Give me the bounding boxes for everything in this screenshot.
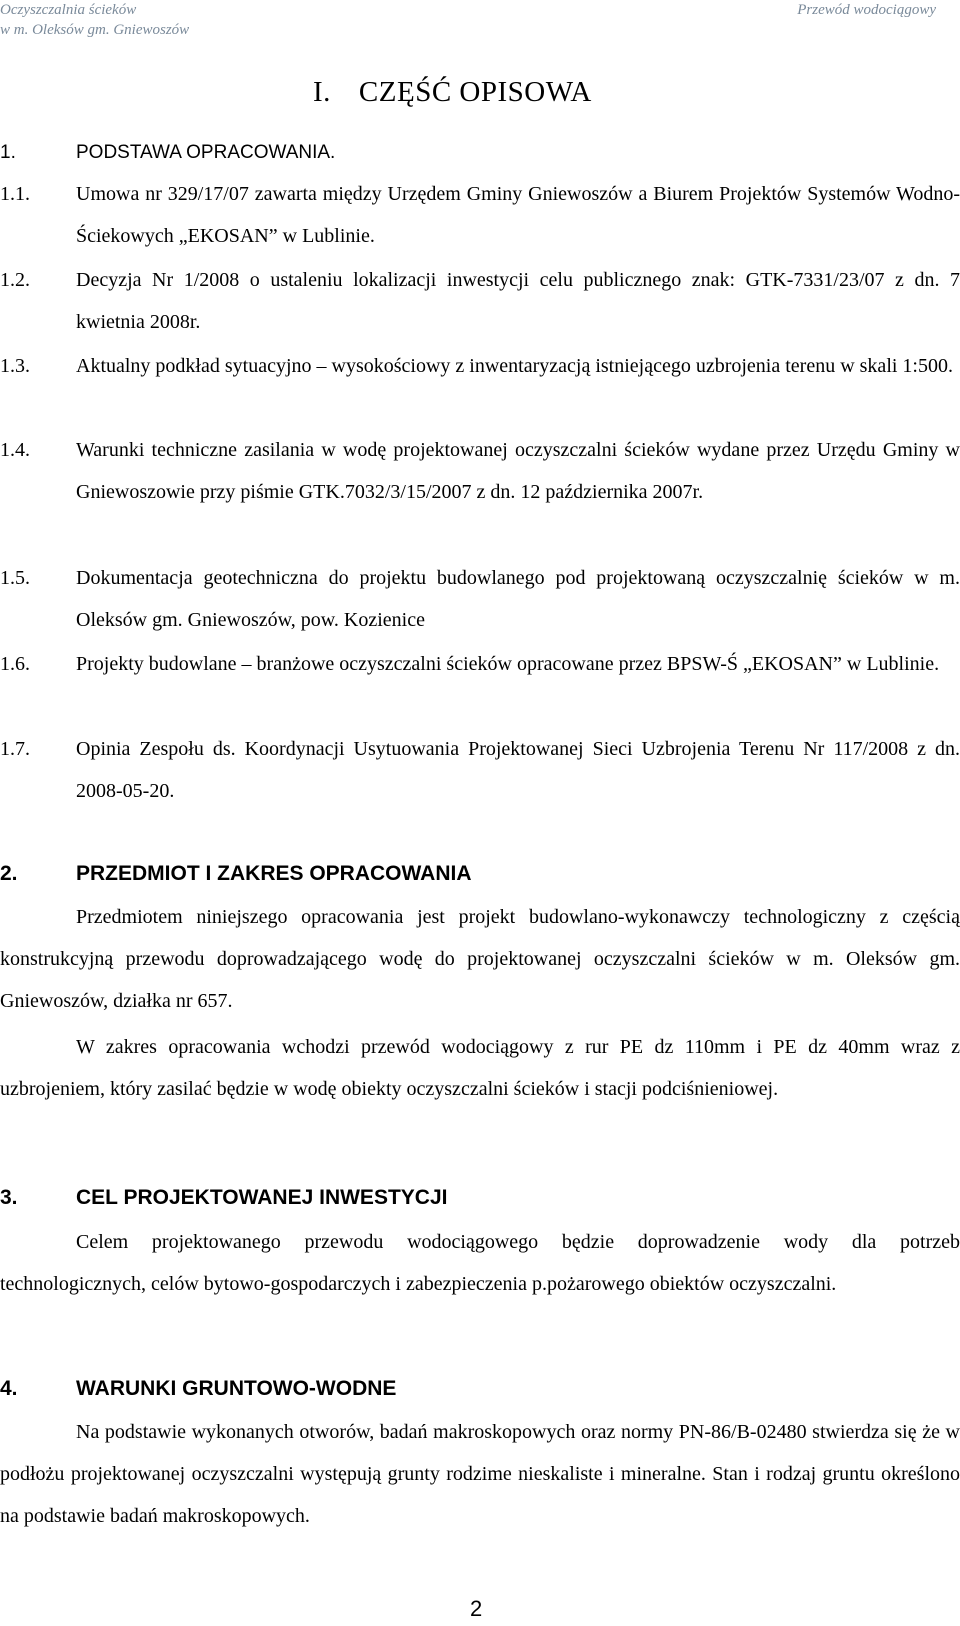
page-number: 2: [470, 1596, 483, 1621]
section-2-heading: [0, 862, 472, 886]
item-number: 1.3.: [0, 355, 30, 377]
item-text: Projekty budowlane – branżowe oczyszczalni ścieków opracowane przez BPSW-Ś „EKOSAN” w Lublinie.: [76, 653, 940, 675]
header-document-type: Przewód wodociągowy: [797, 2, 936, 18]
item-text: Decyzja Nr 1/2008 o ustaleniu lokalizacji inwestycji celu publicznego znak: GTK-7331/23/07 z dn. 7 kwietnia 2008r.: [76, 269, 960, 333]
section-number: 3.: [0, 1186, 18, 1209]
list-item: [0, 728, 960, 812]
list-item: [0, 259, 960, 343]
paragraph: [0, 1221, 960, 1305]
item-number: 1.4.: [0, 439, 30, 461]
item-number: 1.7.: [0, 738, 30, 760]
item-number: 1.6.: [0, 653, 30, 675]
part-title: [313, 76, 592, 109]
paragraph: [0, 1411, 960, 1537]
section-number: 2.: [0, 862, 18, 885]
item-number: 1.5.: [0, 567, 30, 589]
item-number: 1.1.: [0, 183, 30, 205]
section-title: PRZEDMIOT I ZAKRES OPRACOWANIA: [76, 862, 472, 885]
item-text: Aktualny podkład sytuacyjno – wysokościowy z inwentaryzacją istniejącego uzbrojenia terenu w skali 1:500.: [76, 355, 953, 377]
item-number: 1.2.: [0, 269, 30, 291]
list-item: [0, 173, 960, 257]
section-1-heading: [0, 142, 335, 164]
section-title: CEL PROJEKTOWANEJ INWESTYCJI: [76, 1186, 448, 1209]
list-item: [0, 643, 960, 685]
item-text: Umowa nr 329/17/07 zawarta między Urzędem Gminy Gniewoszów a Biurem Projektów Systemów Wodno-Ściekowych „EKOSAN” w Lublinie.: [76, 183, 960, 247]
section-number: 1.: [0, 142, 16, 163]
paragraph-text: Celem projektowanego przewodu wodociągowego będzie doprowadzenie wody dla potrzeb technologicznych, celów bytowo-gospodarczych i zabezpieczenia p.pożarowego obiektów oczyszczalni.: [0, 1231, 960, 1295]
item-text: Dokumentacja geotechniczna do projektu budowlanego pod projektowaną oczyszczalnię ścieków w m. Oleksów gm. Gniewoszów, pow. Kozienice: [76, 567, 960, 631]
paragraph-text: Na podstawie wykonanych otworów, badań makroskopowych oraz normy PN-86/B-02480 stwierdza się że w podłożu projektowanej oczyszczalni występują grunty rodzime nieskaliste i mineralne. Stan i rodzaj gruntu określono na podstawie badań makroskopowych.: [0, 1421, 960, 1527]
item-text: Opinia Zespołu ds. Koordynacji Usytuowania Projektowanej Sieci Uzbrojenia Terenu Nr 117/2008 z dn. 2008-05-20.: [76, 738, 960, 802]
list-item: [0, 557, 960, 641]
header-project-title: Oczyszczalnia ścieków: [0, 2, 137, 18]
paragraph: [0, 896, 960, 1022]
header-location: w m. Oleksów gm. Gniewoszów: [0, 22, 190, 38]
paragraph-text: Przedmiotem niniejszego opracowania jest projekt budowlano-wykonawczy technologiczny z częścią konstrukcyjną przewodu doprowadzającego wodę do projektowanej oczyszczalni ścieków w m. Oleksów gm. Gniewoszów, działka nr 657.: [0, 906, 960, 1012]
section-title: WARUNKI GRUNTOWO-WODNE: [76, 1377, 397, 1400]
list-item: [0, 429, 960, 513]
section-4-heading: [0, 1377, 396, 1401]
list-item: [0, 345, 960, 387]
section-number: 4.: [0, 1377, 18, 1400]
section-title: PODSTAWA OPRACOWANIA.: [76, 142, 336, 163]
part-name: CZĘŚĆ OPISOWA: [358, 76, 592, 108]
item-text: Warunki techniczne zasilania w wodę projektowanej oczyszczalni ścieków wydane przez Urzędu Gminy w Gniewoszowie przy piśmie GTK.7032/3/15/2007 z dn. 12 października 2007r.: [76, 439, 960, 503]
paragraph-text: W zakres opracowania wchodzi przewód wodociągowy z rur PE dz 110mm i PE dz 40mm wraz z uzbrojeniem, który zasilać będzie w wodę obiekty oczyszczalni ścieków i stacji podciśnieniowej.: [0, 1036, 960, 1100]
section-3-heading: [0, 1186, 447, 1210]
part-number: I.: [313, 76, 331, 108]
paragraph: [0, 1026, 960, 1110]
header-left: [0, 0, 189, 40]
